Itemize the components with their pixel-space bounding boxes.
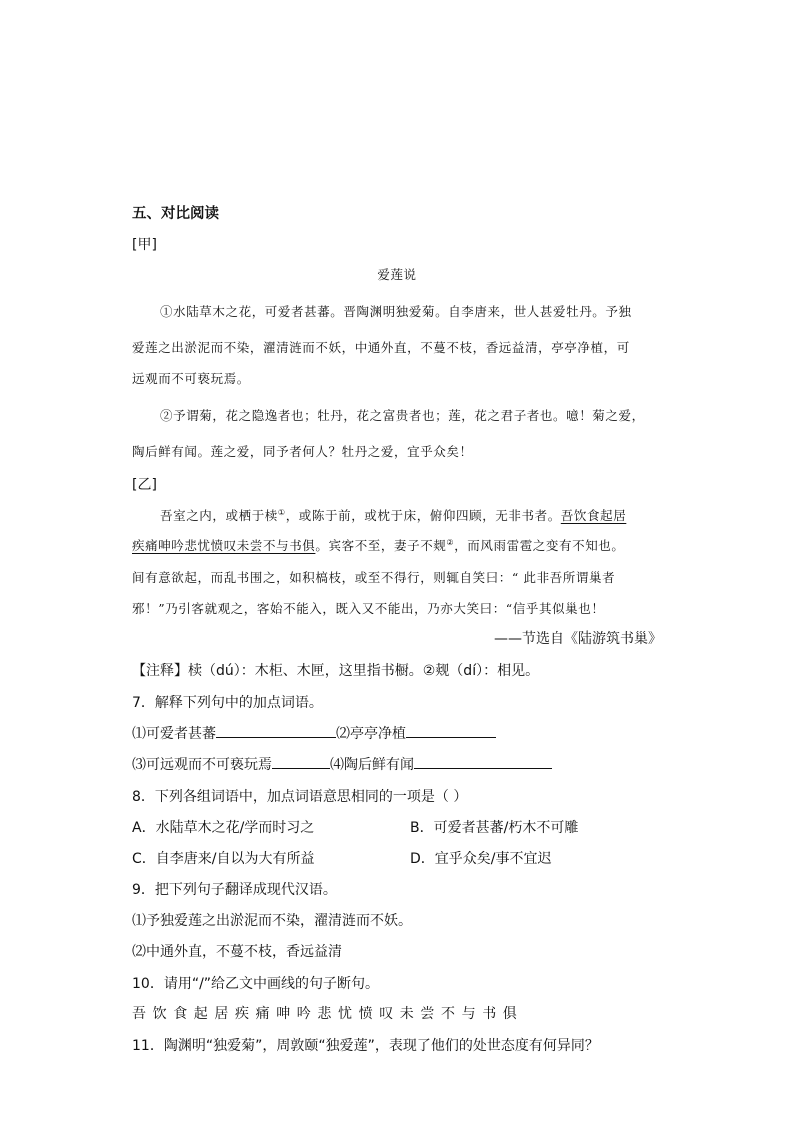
q10-sentence: 吾饮食起居疾痛呻吟悲忧愤叹未尝不与书俱 [132, 1006, 524, 1022]
question-7-row-2 [132, 754, 672, 774]
passage-yi-label: [乙] [132, 477, 157, 493]
annotation-notes: 【注释】椟（dú）：木柜、木匣，这里指书橱。②觌（dí）：相见。 [132, 663, 540, 679]
yi-line-3: 间有意欲起，而乱书围之，如积槁枝，或至不得行，则辄自笑曰：“ 此非吾所谓巢者 [132, 570, 616, 585]
yi-line-2-text: 。宾客不至，妻子不觌 [315, 538, 447, 553]
jia-p1-line-2: 爱莲之出淤泥而不染，濯清涟而不妖，中通外直，不蔓不枝，香远益清，亭亭净植，可 [132, 340, 630, 355]
question-7-row-1 [132, 723, 672, 743]
yi-line-1 [160, 506, 700, 524]
answer-blank-1[interactable] [216, 723, 336, 738]
q8-option-c[interactable]: C．自李唐来/自以为大有所益 [132, 851, 315, 867]
yi-line-2-text-2: ，而风雨雷雹之变有不知也。 [454, 538, 625, 553]
jia-p1-line-3: 远观而不可亵玩焉。 [132, 371, 250, 386]
yi-line-2 [132, 536, 672, 554]
answer-blank-3[interactable] [272, 754, 330, 769]
underlined-sentence-part-1: 吾饮食起居 [560, 508, 627, 523]
footnote-1-marker: ① [277, 507, 286, 517]
passage-jia-title: 爱莲说 [377, 267, 417, 282]
q9-sentence-2: ⑵中通外直，不蔓不枝，香远益清 [132, 944, 342, 960]
answer-blank-4[interactable] [414, 754, 552, 769]
footnote-2-marker: ② [446, 537, 455, 547]
q7-item-2: ⑵亭亭净植 [336, 726, 406, 742]
yi-line-4: 邪！”乃引客就观之，客始不能入，既入又不能出，乃亦大笑曰：“信乎其似巢也！ [132, 601, 605, 616]
q7-item-1: ⑴可爱者甚蕃 [132, 726, 216, 742]
question-10-title: 10．请用“/”给乙文中画线的句子断句。 [132, 976, 380, 992]
q8-option-d[interactable]: D．宜乎众矣/事不宜迟 [410, 851, 552, 867]
answer-blank-2[interactable] [406, 723, 496, 738]
section-title: 五、对比阅读 [132, 206, 219, 222]
question-11-title: 11．陶渊明“独爱菊”，周敦颐“独爱莲”，表现了他们的处世态度有何异同？ [132, 1038, 599, 1054]
question-8-title: 8．下列各组词语中，加点词语意思相同的一项是（ ） [132, 789, 468, 805]
q8-option-b[interactable]: B．可爱者甚蕃/朽木不可雕 [410, 820, 579, 836]
yi-line-1-text-2: ，或陈于前，或枕于床，俯仰四顾，无非书者。 [285, 508, 561, 523]
jia-p1-line-1: ①水陆草木之花，可爱者甚蕃。晋陶渊明独爱菊。自李唐来，世人甚爱牡丹。予独 [160, 304, 632, 319]
yi-line-1-text: 吾室之内，或栖于椟 [160, 508, 278, 523]
underlined-sentence-part-2: 疾痛呻吟悲忧愤叹未尝不与书俱 [132, 538, 316, 553]
jia-p2-line-2: 陶后鲜有闻。莲之爱，同予者何人？牡丹之爱，宜乎众矣！ [132, 444, 473, 459]
q7-item-3: ⑶可远观而不可亵玩焉 [132, 757, 272, 773]
passage-jia-label: [甲] [132, 237, 157, 253]
passage-source: ——节选自《陆游筑书巢》 [494, 631, 662, 647]
question-7-title: 7．解释下列句中的加点词语。 [132, 695, 323, 711]
q9-sentence-1: ⑴予独爱莲之出淤泥而不染，濯清涟而不妖。 [132, 913, 412, 929]
q7-item-4: ⑷陶后鲜有闻 [330, 757, 414, 773]
question-9-title: 9．把下列句子翻译成现代汉语。 [132, 882, 337, 898]
jia-p2-line-1: ②予谓菊，花之隐逸者也；牡丹，花之富贵者也；莲，花之君子者也。噫！菊之爱， [160, 408, 645, 423]
q8-option-a[interactable]: A．水陆草木之花/学而时习之 [132, 820, 315, 836]
